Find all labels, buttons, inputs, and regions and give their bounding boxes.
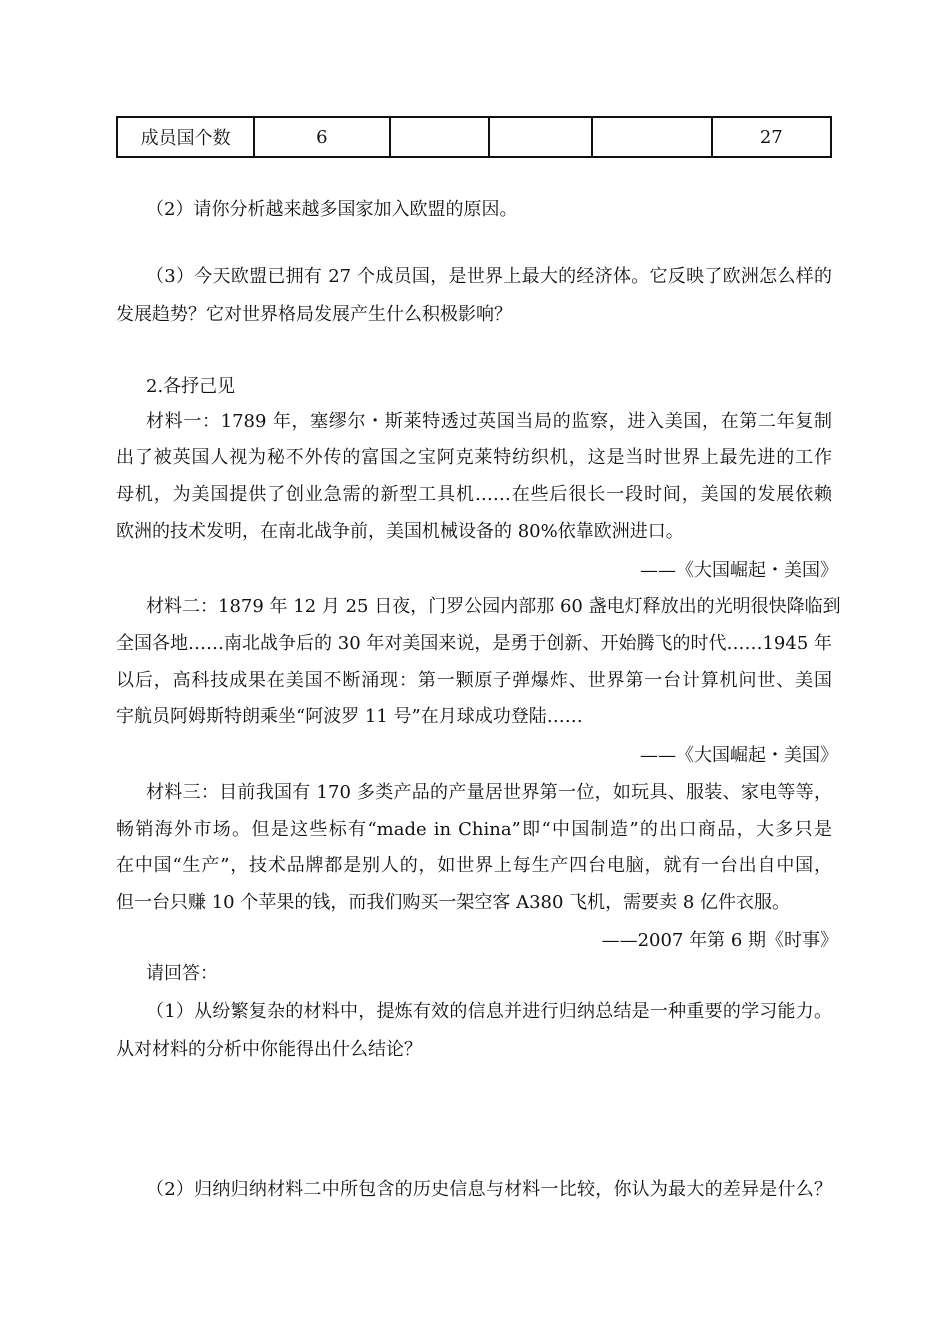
material-1-line: 材料一：1789 年，塞缪尔・斯莱特透过英国当局的监察，进入美国，在第二年复制 [146,411,832,432]
table-cell [592,117,711,157]
sub-question-1-line: （1）从纷繁复杂的材料中，提炼有效的信息并进行归纳总结是一种重要的学习能力。 [146,1001,832,1022]
material-3-line: 畅销海外市场。但是这些标有“made in China”即“中国制造”的出口商品，大多只是 [116,819,832,840]
material-3-line: 但一台只赚 10 个苹果的钱，而我们购买一架空客 A380 飞机，需要卖 8 亿件衣服。 [116,892,791,913]
material-2-line: 以后，高科技成果在美国不断涌现：第一颗原子弹爆炸、世界第一台计算机问世、美国 [116,670,832,691]
material-1-source: ——《大国崛起・美国》 [640,560,838,581]
table-cell [489,117,592,157]
question-3-line: 发展趋势？它对世界格局发展产生什么积极影响？ [116,304,512,325]
sub-question-2: （2）归纳归纳材料二中所包含的历史信息与材料一比较，你认为最大的差异是什么？ [146,1179,832,1200]
table-cell: 27 [712,117,831,157]
table-cell [390,117,489,157]
sub-question-1-line: 从对材料的分析中你能得出什么结论？ [116,1039,422,1060]
table-row-label: 成员国个数 [117,117,254,157]
table-cell: 6 [254,117,389,157]
member-count-table [116,116,832,158]
material-3-line: 在中国“生产”，技术品牌都是别人的，如世界上每生产四台电脑，就有一台出自中国， [116,855,832,876]
material-1-line: 出了被英国人视为秘不外传的富国之宝阿克莱特纺织机，这是当时世界上最先进的工作 [116,447,832,468]
material-2-line: 材料二：1879 年 12 月 25 日夜，门罗公园内部那 60 盏电灯释放出的光明很快降临到 [146,596,841,617]
material-2-line: 宇航员阿姆斯特朗乘坐“阿波罗 11 号”在月球成功登陆…… [116,706,583,727]
answer-prompt: 请回答： [146,963,218,984]
question-3-line: （3）今天欧盟已拥有 27 个成员国，是世界上最大的经济体。它反映了欧洲怎么样的 [146,266,832,287]
material-3-source: ——2007 年第 6 期《时事》 [601,930,838,951]
material-2-line: 全国各地……南北战争后的 30 年对美国来说，是勇于创新、开始腾飞的时代……1945 年 [116,633,832,654]
table-row [117,117,831,157]
material-3-line: 材料三：目前我国有 170 多类产品的产量居世界第一位，如玩具、服装、家电等等， [146,782,832,803]
material-1-line: 欧洲的技术发明，在南北战争前，美国机械设备的 80%依靠欧洲进口。 [116,521,684,542]
section-title: 2.各抒己见 [146,376,236,397]
material-2-source: ——《大国崛起・美国》 [640,745,838,766]
material-1-line: 母机，为美国提供了创业急需的新型工具机……在些后很长一段时间，美国的发展依赖 [116,484,832,505]
question-2: （2）请你分析越来越多国家加入欧盟的原因。 [146,199,518,220]
